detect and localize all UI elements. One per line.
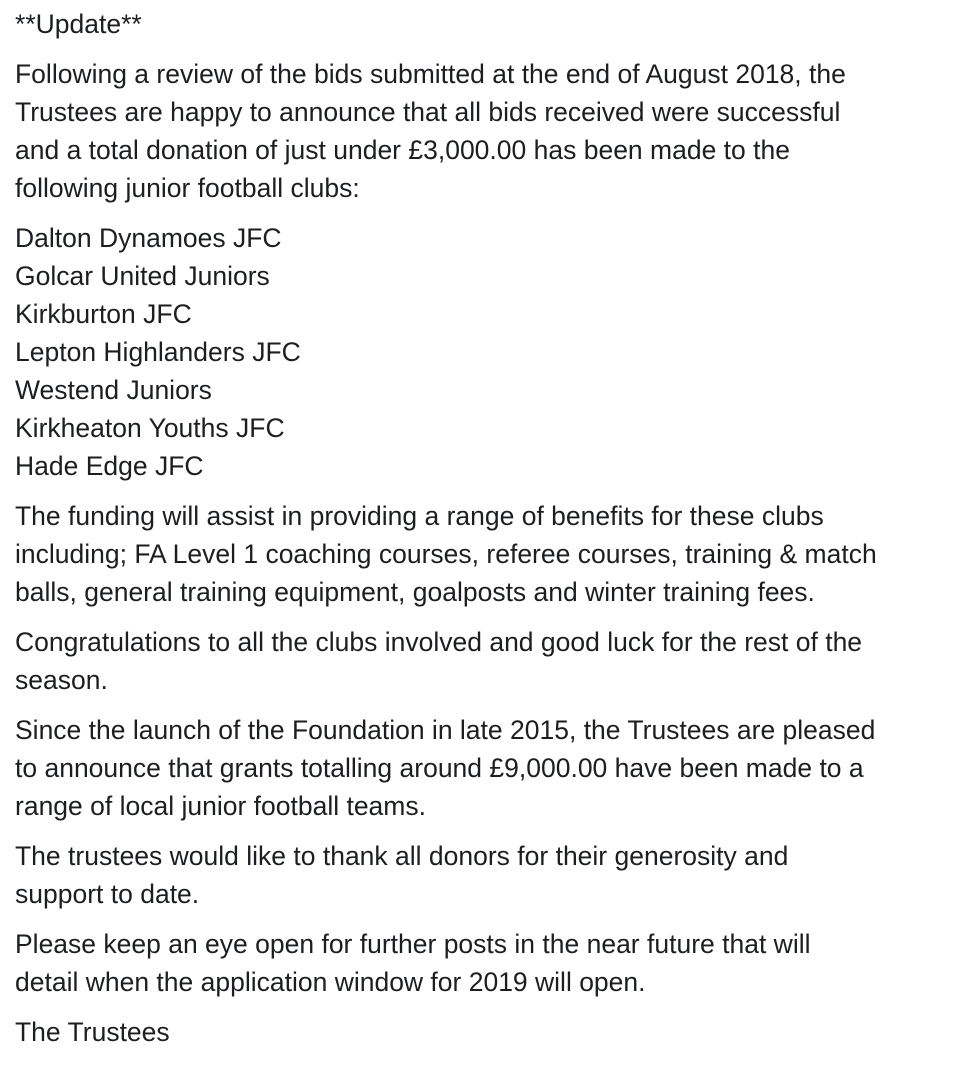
intro-line: Following a review of the bids submitted at the end of August 2018, the (15, 59, 846, 89)
funding-line: including; FA Level 1 coaching courses, referee courses, training & match (15, 539, 877, 569)
funding-line: balls, general training equipment, goalposts and winter training fees. (15, 577, 815, 607)
since-launch-paragraph (15, 711, 968, 825)
future-line: Please keep an eye open for further posts in the near future that will (15, 929, 811, 959)
congrats-paragraph (15, 623, 968, 699)
club-item: Kirkburton JFC (15, 299, 192, 329)
intro-line: Trustees are happy to announce that all bids received were successful (15, 97, 841, 127)
club-item: Hade Edge JFC (15, 451, 204, 481)
congrats-line: Congratulations to all the clubs involved and good luck for the rest of the (15, 627, 863, 657)
thanks-paragraph (15, 837, 968, 913)
club-item: Kirkheaton Youths JFC (15, 413, 285, 443)
future-paragraph (15, 925, 968, 1001)
club-item: Dalton Dynamoes JFC (15, 223, 282, 253)
club-item: Lepton Highlanders JFC (15, 337, 301, 367)
future-line: detail when the application window for 2019 will open. (15, 967, 646, 997)
thanks-line: The trustees would like to thank all donors for their generosity and (15, 841, 789, 871)
club-list (15, 219, 968, 485)
funding-line: The funding will assist in providing a range of benefits for these clubs (15, 501, 824, 531)
club-item: Westend Juniors (15, 375, 212, 405)
funding-paragraph (15, 497, 968, 611)
since-launch-line: Since the launch of the Foundation in late 2015, the Trustees are pleased (15, 715, 876, 745)
intro-line: and a total donation of just under £3,000.00 has been made to the (15, 135, 790, 165)
intro-line: following junior football clubs: (15, 173, 360, 203)
club-item: Golcar United Juniors (15, 261, 270, 291)
signature: The Trustees (15, 1017, 170, 1047)
since-launch-line: range of local junior football teams. (15, 791, 426, 821)
post-heading: **Update** (15, 9, 142, 39)
congrats-line: season. (15, 665, 108, 695)
since-launch-line: to announce that grants totalling around £9,000.00 have been made to a (15, 753, 864, 783)
thanks-line: support to date. (15, 879, 200, 909)
intro-paragraph (15, 55, 968, 207)
